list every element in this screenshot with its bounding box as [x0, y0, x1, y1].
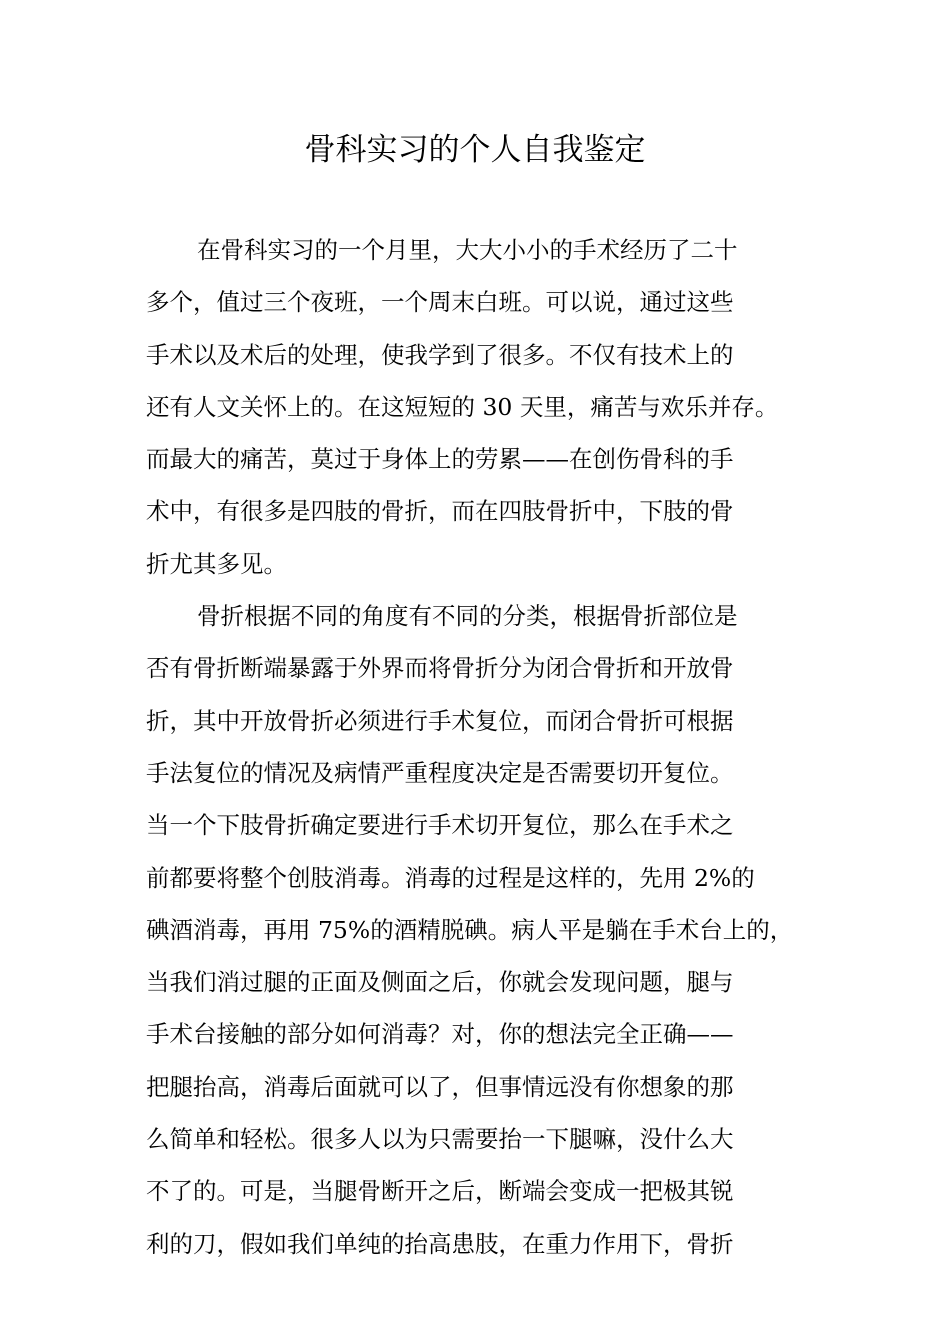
paragraph-line: 手术以及术后的处理，使我学到了很多。不仅有技术上的	[146, 340, 734, 369]
document-body	[146, 224, 806, 1270]
paragraph-line: 术中，有很多是四肢的骨折，而在四肢骨折中，下肢的骨	[146, 497, 734, 526]
paragraph-line: 利的刀，假如我们单纯的抬高患肢，在重力作用下，骨折	[146, 1229, 734, 1258]
paragraph-line: 手术台接触的部分如何消毒？对，你的想法完全正确——	[146, 1020, 734, 1049]
paragraph-line: 折，其中开放骨折必须进行手术复位，而闭合骨折可根据	[146, 706, 734, 735]
paragraph-line: 把腿抬高，消毒后面就可以了，但事情远没有你想象的那	[146, 1072, 734, 1101]
paragraph-line: 碘酒消毒，再用 75%的酒精脱碘。病人平是躺在手术台上的，	[146, 915, 794, 944]
paragraph-line: 不了的。可是，当腿骨断开之后，断端会变成一把极其锐	[146, 1177, 734, 1206]
paragraph-line: 多个，值过三个夜班，一个周末白班。可以说，通过这些	[146, 288, 734, 317]
paragraph-line: 而最大的痛苦，莫过于身体上的劳累——在创伤骨科的手	[146, 445, 734, 474]
paragraph-line: 当我们消过腿的正面及侧面之后，你就会发现问题，腿与	[146, 968, 734, 997]
paragraph-line: 折尤其多见。	[146, 549, 287, 578]
paragraph-line: 当一个下肢骨折确定要进行手术切开复位，那么在手术之	[146, 811, 734, 840]
paragraph-line: 么简单和轻松。很多人以为只需要抬一下腿嘛，没什么大	[146, 1125, 734, 1154]
paragraph-line: 前都要将整个创肢消毒。消毒的过程是这样的，先用 2%的	[146, 863, 755, 892]
paragraph-line: 骨折根据不同的角度有不同的分类，根据骨折部位是	[197, 602, 738, 631]
paragraph-line: 手法复位的情况及病情严重程度决定是否需要切开复位。	[146, 758, 734, 787]
paragraph-line: 否有骨折断端暴露于外界而将骨折分为闭合骨折和开放骨	[146, 654, 734, 683]
document-title: 骨科实习的个人自我鉴定	[304, 132, 646, 168]
paragraph-line: 在骨科实习的一个月里，大大小小的手术经历了二十	[197, 236, 738, 264]
paragraph-line: 还有人文关怀上的。在这短短的 30 天里，痛苦与欢乐并存。	[146, 392, 779, 421]
